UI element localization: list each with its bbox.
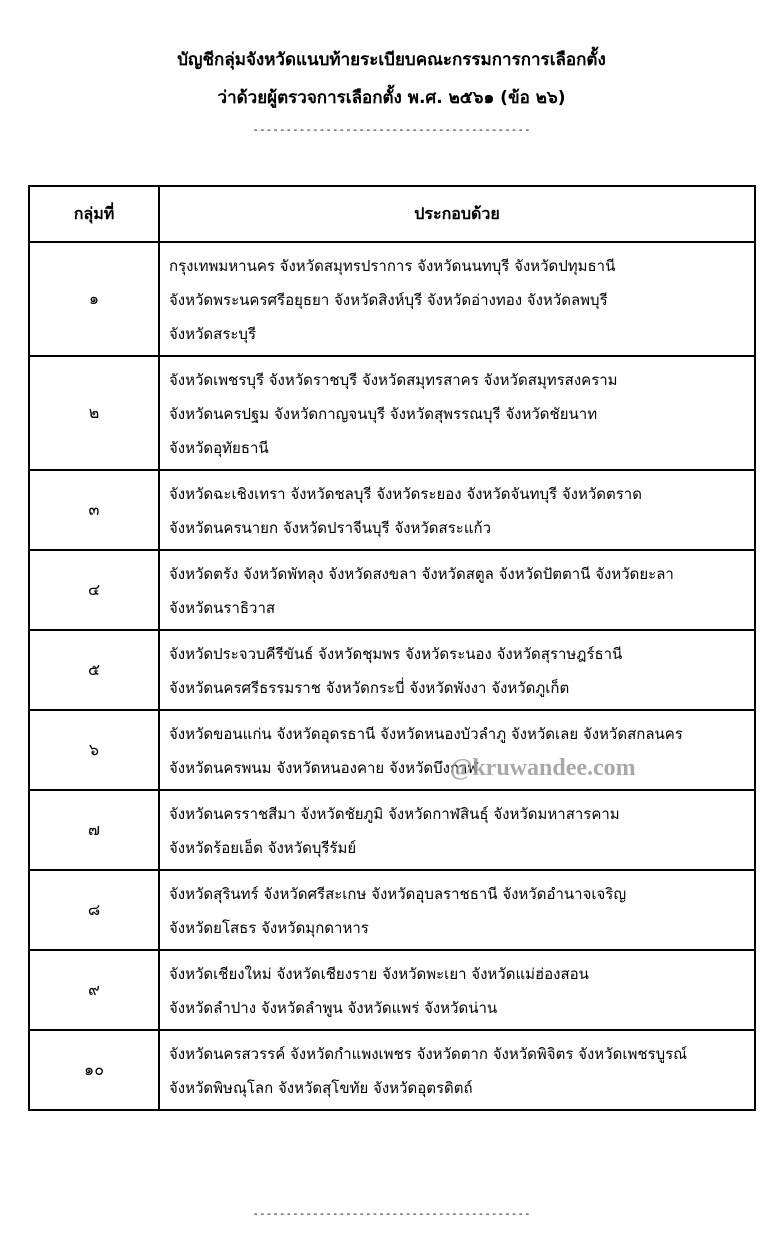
province-group-table <box>28 185 756 1111</box>
table-row <box>29 1030 755 1110</box>
province-list-line: จังหวัดนราธิวาส <box>169 599 276 617</box>
province-list-line: จังหวัดนครศรีธรรมราช จังหวัดกระบี่ จังหวัดพังงา จังหวัดภูเก็ต <box>169 679 570 697</box>
group-number-cell: ๕ <box>29 630 159 710</box>
table-row <box>29 790 755 870</box>
province-list-line: จังหวัดนครสวรรค์ จังหวัดกำแพงเพชร จังหวัดตาก จังหวัดพิจิตร จังหวัดเพชรบูรณ์ <box>169 1045 688 1063</box>
group-number-cell: ๖ <box>29 710 159 790</box>
province-list-line: จังหวัดพิษณุโลก จังหวัดสุโขทัย จังหวัดอุตรดิตถ์ <box>169 1079 473 1097</box>
group-members-cell <box>159 790 755 870</box>
table-row <box>29 242 755 356</box>
table-row <box>29 356 755 470</box>
province-list-line: จังหวัดนครพนม จังหวัดหนองคาย จังหวัดบึงกาฬ <box>169 759 478 777</box>
group-members-cell <box>159 1030 755 1110</box>
group-members-cell <box>159 242 755 356</box>
province-list-line: จังหวัดร้อยเอ็ด จังหวัดบุรีรัมย์ <box>169 839 357 857</box>
table-row <box>29 550 755 630</box>
province-list-line: จังหวัดประจวบคีรีขันธ์ จังหวัดชุมพร จังหวัดระนอง จังหวัดสุราษฎร์ธานี <box>169 645 623 663</box>
province-list-line: จังหวัดอุทัยธานี <box>169 439 269 457</box>
table-row <box>29 710 755 790</box>
document-title: บัญชีกลุ่มจังหวัดแนบท้ายระเบียบคณะกรรมการการเลือกตั้ง <box>177 50 606 70</box>
header-members: ประกอบด้วย <box>159 186 755 242</box>
province-list-line: จังหวัดขอนแก่น จังหวัดอุดรธานี จังหวัดหนองบัวลำภู จังหวัดเลย จังหวัดสกลนคร <box>169 725 683 743</box>
top-divider: ------------------------------------------ <box>252 123 531 136</box>
table-row <box>29 870 755 950</box>
province-list-line: จังหวัดเชียงใหม่ จังหวัดเชียงราย จังหวัดพะเยา จังหวัดแม่ฮ่องสอน <box>169 965 589 983</box>
group-number-cell: ๔ <box>29 550 159 630</box>
group-members-cell <box>159 356 755 470</box>
province-list-line: จังหวัดนครนายก จังหวัดปราจีนบุรี จังหวัดสระแก้ว <box>169 519 491 537</box>
province-list-line: จังหวัดนครปฐม จังหวัดกาญจนบุรี จังหวัดสุพรรณบุรี จังหวัดชัยนาท <box>169 405 598 423</box>
group-number-cell: ๓ <box>29 470 159 550</box>
group-number-cell: ๒ <box>29 356 159 470</box>
group-members-cell <box>159 470 755 550</box>
province-list-line: จังหวัดฉะเชิงเทรา จังหวัดชลบุรี จังหวัดระยอง จังหวัดจันทบุรี จังหวัดตราด <box>169 485 642 503</box>
group-members-cell <box>159 710 755 790</box>
table-header-row <box>29 186 755 242</box>
table-row <box>29 470 755 550</box>
group-number-cell: ๗ <box>29 790 159 870</box>
table-row <box>29 950 755 1030</box>
group-members-cell <box>159 870 755 950</box>
group-members-cell <box>159 630 755 710</box>
bottom-divider: ------------------------------------------ <box>252 1207 531 1220</box>
province-list-line: จังหวัดยโสธร จังหวัดมุกดาหาร <box>169 919 369 937</box>
province-list-line: จังหวัดนครราชสีมา จังหวัดชัยภูมิ จังหวัดกาฬสินธุ์ จังหวัดมหาสารคาม <box>169 805 620 823</box>
header-group-number: กลุ่มที่ <box>29 186 159 242</box>
province-list-line: กรุงเทพมหานคร จังหวัดสมุทรปราการ จังหวัดนนทบุรี จังหวัดปทุมธานี <box>169 257 616 275</box>
province-list-line: จังหวัดพระนครศรีอยุธยา จังหวัดสิงห์บุรี จังหวัดอ่างทอง จังหวัดลพบุรี <box>169 291 608 309</box>
group-number-cell: ๑๐ <box>29 1030 159 1110</box>
province-list-line: จังหวัดสระบุรี <box>169 325 257 343</box>
group-number-cell: ๙ <box>29 950 159 1030</box>
group-members-cell <box>159 950 755 1030</box>
province-list-line: จังหวัดเพชรบุรี จังหวัดราชบุรี จังหวัดสมุทรสาคร จังหวัดสมุทรสงคราม <box>169 371 618 389</box>
province-list-line: จังหวัดสุรินทร์ จังหวัดศรีสะเกษ จังหวัดอุบลราชธานี จังหวัดอำนาจเจริญ <box>169 885 627 903</box>
group-members-cell <box>159 550 755 630</box>
document-subtitle: ว่าด้วยผู้ตรวจการเลือกตั้ง พ.ศ. ๒๕๖๑ (ข้อ ๒๖) <box>217 88 566 108</box>
province-list-line: จังหวัดตรัง จังหวัดพัทลุง จังหวัดสงขลา จังหวัดสตูล จังหวัดปัตตานี จังหวัดยะลา <box>169 565 674 583</box>
province-list-line: จังหวัดลำปาง จังหวัดลำพูน จังหวัดแพร่ จังหวัดน่าน <box>169 999 498 1017</box>
watermark: @kruwandee.com <box>450 755 636 781</box>
group-number-cell: ๘ <box>29 870 159 950</box>
table-row <box>29 630 755 710</box>
table-body <box>29 242 755 1110</box>
group-number-cell: ๑ <box>29 242 159 356</box>
